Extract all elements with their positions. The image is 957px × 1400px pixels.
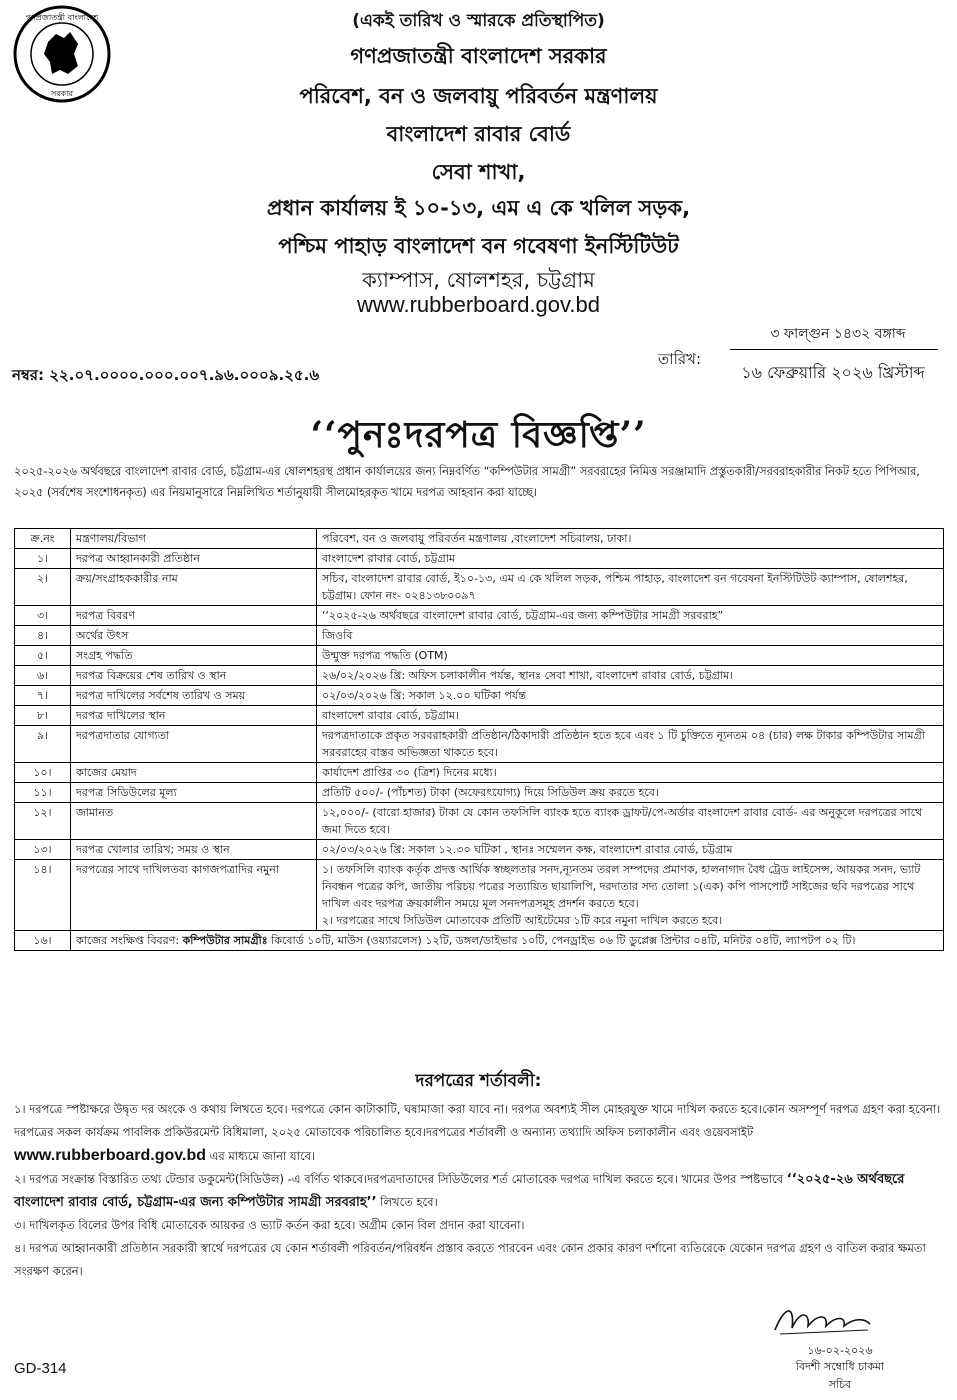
row-label: দরপত্র দাখিলের সর্বশেষ তারিখ ও সময় <box>71 686 317 706</box>
govt-name: গণপ্রজাতন্ত্রী বাংলাদেশ সরকার <box>350 44 607 68</box>
row-value: বাংলাদেশ রাবার বোর্ড, চট্টগ্রাম। <box>317 706 944 726</box>
row-value <box>71 931 944 951</box>
row-value <box>317 860 944 931</box>
conditions-list <box>14 1098 944 1283</box>
ministry-name: পরিবেশ, বন ও জলবায়ু পরিবর্তন মন্ত্রণালয় <box>299 84 658 108</box>
date-label: তারিখ: <box>658 350 702 368</box>
table-cell: মন্ত্রণালয়/বিভাগ <box>71 529 317 549</box>
row-label: অর্থের উৎস <box>71 626 317 646</box>
row-value-part-2: ২। দরপত্রের সাথে সিডিউল মোতাবেক প্রতিটি আইটেমের ১টি করে নমুনা দাখিল করতে হবে। <box>322 914 723 927</box>
row-no: ১। <box>15 549 71 569</box>
row-value: উন্মুক্ত দরপত্র পদ্ধতি (OTM) <box>317 646 944 666</box>
signature-icon <box>770 1300 880 1340</box>
website-link-2[interactable]: www.rubberboard.gov.bd <box>14 1147 206 1164</box>
row-label: দরপত্র বিক্রয়ের শেষ তারিখ ও স্থান <box>71 666 317 686</box>
row-no: ১৪। <box>15 860 71 931</box>
row-no: ৩। <box>15 606 71 626</box>
conditions-title: দরপত্রের শর্তাবলী: <box>415 1071 542 1091</box>
table-header-row <box>15 529 944 549</box>
condition-2-bold: ‘‘২০২৫-২৬ অর্থবছরে বাংলাদেশ রাবার বোর্ড, চট্টগ্রাম-এর জন্য কম্পিউটার সামগ্রী সরবরাহ’’ <box>14 1172 905 1210</box>
row-value: কার্যাদেশ প্রাপ্তির ৩০ (ত্রিশ) দিনের মধ্যে। <box>317 763 944 783</box>
table-row <box>15 666 944 686</box>
table-row <box>15 549 944 569</box>
table-row <box>15 626 944 646</box>
row-no: ৪। <box>15 626 71 646</box>
row-value-part-1: ১। তফসিলি ব্যাংক কর্তৃক প্রদত্ত আর্থিক স্বচ্ছলতার সনদ,ন্যূনতম তরল সম্পদের প্রমাণক, হালনাগাদ বৈধ ট্রেড লাইসেন্স, আয়কর সনদ, ভ্যাট নিবন্ধন পত্রের কপি, জাতীয় পরিচয় পত্রের সত্যায়িত ছায়ালিপি, দরদাতার সদ্য তোলা ১(এক) কপি পাসপোর্ট সাইজের ছবি দরপত্রের সাথে দাখিল এবং দরপত্র ক্রয়কালীন সময়ে মূল সনদপত্রসমূহ প্রদর্শন করতে হবে। <box>322 863 921 910</box>
row-value: সচিব, বাংলাদেশ রাবার বোর্ড, ই১০-১৩, এম এ কে খলিল সড়ক, পশ্চিম পাহাড়, বাংলাদেশ বন গবেষনা ইনস্টিটিউট ক্যাম্পাস, ষোলশহর, চট্টগ্রাম। ফোন নং- ০২৪১৩৮০০৯৭ <box>317 569 944 606</box>
row-label: দরপত্র খোলার তারিখ; সময় ও স্থান <box>71 840 317 860</box>
table-row <box>15 646 944 666</box>
row-no: ২। <box>15 569 71 606</box>
row-label: কাজের মেয়াদ <box>71 763 317 783</box>
condition-2-end: লিখতে হবে। <box>376 1195 438 1209</box>
row-label: দরপত্রদাতার যোগ্যতা <box>71 726 317 763</box>
date-english: ১৬ ফেব্রুয়ারি ২০২৬ খ্রিস্টাব্দ <box>741 363 925 382</box>
table-row <box>15 931 944 951</box>
condition-2 <box>14 1168 944 1214</box>
intro-paragraph: ২০২৫-২০২৬ অর্থবছরে বাংলাদেশ রাবার বোর্ড, চট্টগ্রাম-এর ষোলশহরস্থ প্রধান কার্যালয়ের জন্য নিম্নবর্ণিত “কম্পিউটার সামগ্রী” সরবরাহের নিমিত্ত সরঞ্জামাদি প্রস্তুতকারী/সরবরাহকারীর নিকট হতে পিপিআর, ২০২৫ (সর্বশেষ সংশোধনকৃত) এর নিয়মানুসারে নিম্নলিখিত শর্তানুযায়ী সীলমোহরকৃত খামে দরপত্র আহবান করা যাচ্ছে। <box>14 465 920 499</box>
row-no: ৯। <box>15 726 71 763</box>
row-value: জিওবি <box>317 626 944 646</box>
table-row <box>15 686 944 706</box>
board-name: বাংলাদেশ রাবার বোর্ড <box>386 122 571 146</box>
website-link[interactable]: www.rubberboard.gov.bd <box>357 292 600 317</box>
replacement-note: (একই তারিখ ও স্মারকে প্রতিস্থাপিত) <box>352 11 605 31</box>
table-row <box>15 726 944 763</box>
footer-code: GD-314 <box>14 1360 67 1377</box>
row-value: ১২,০০০/- (বারো হাজার) টাকা যে কোন তফসিলি ব্যাংক হতে ব্যাংক ড্রাফট/পে-অর্ডার বাংলাদেশ রাবার বোর্ড- এর অনুকূলে দরপত্রের সাথে জমা দিতে হবে। <box>317 803 944 840</box>
summary-prefix: কাজের সংক্ষিপ্ত বিবরণ: <box>76 934 183 947</box>
row-no: ৭। <box>15 686 71 706</box>
row-no: ৫। <box>15 646 71 666</box>
table-cell: ক্র.নং <box>15 529 71 549</box>
table-row <box>15 569 944 606</box>
summary-bold: কম্পিউটার সামগ্রীঃ <box>182 934 268 947</box>
row-no: ৬। <box>15 666 71 686</box>
signatory-designation: সচিব <box>828 1378 852 1391</box>
address-line-2: পশ্চিম পাহাড় বাংলাদেশ বন গবেষণা ইনস্টিটিউট <box>278 234 679 258</box>
table-row <box>15 803 944 840</box>
row-value: বাংলাদেশ রাবার বোর্ড, চট্টগ্রাম <box>317 549 944 569</box>
row-value: ০২/০৩/২০২৬ খ্রি: সকাল ১২.০০ ঘটিকা পর্যন্ত <box>317 686 944 706</box>
condition-3: ৩। দাখিলকৃত বিলের উপর বিধি মোতাবেক আয়কর ও ভ্যাট কর্তন করা হবে। অগ্রীম কোন বিল প্রদান করা যাবেনা। <box>14 1218 525 1232</box>
notice-title: ‘‘পুনঃদরপত্র বিজ্ঞপ্তি’’ <box>310 414 647 456</box>
table-row <box>15 840 944 860</box>
row-no: ৮। <box>15 706 71 726</box>
signatory-name: বিদশী সম্বোধি চাকমা <box>795 1360 885 1373</box>
address-line-1: প্রধান কার্যালয় ই ১০-১৩, এম এ কে খলিল সড়ক, <box>266 196 691 220</box>
row-label: দরপত্র আহ্বানকারী প্রতিষ্ঠান <box>71 549 317 569</box>
row-label: দরপত্র সিডিউলের মূল্য <box>71 783 317 803</box>
row-label: ক্রয়/সংগ্রাহককারীর নাম <box>71 569 317 606</box>
row-label: সংগ্রহ পদ্ধতি <box>71 646 317 666</box>
row-no: ১৩। <box>15 840 71 860</box>
date-divider <box>730 349 938 350</box>
condition-2-text: ২। দরপত্র সংক্রান্ত বিস্তারিত তথ্য টেন্ডার ডকুমেন্ট(সিডিউল) -এ বর্ণিত থাকবে।দরপত্রদাতাদের সিডিউলের শর্ত মোতাবেক দরপত্র দাখিল করতে হবে। খামের উপর স্পষ্টভাবে <box>14 1172 787 1186</box>
seal-top-text: গণপ্রজাতন্ত্রী বাংলাদেশ <box>25 13 99 22</box>
summary-rest: কিবোর্ড ১০টি, মাউস (ওয়্যারলেস) ১২টি, ডঙ্গল/ডাইভার ১০টি, পেনড্রাইভ ০৬ টি ডুপ্লেক্স প্রিন্টার ০৪টি, মনিটর ০৪টি, ল্যাপটপ ০২ টি। <box>267 934 856 947</box>
row-value: ০২/০৩/২০২৬ খ্রি: সকাল ১২.৩০ ঘটিকা , স্থানঃ সম্মেলন কক্ষ, বাংলাদেশ রাবার বোর্ড, চট্টগ্রাম <box>317 840 944 860</box>
row-no: ১১। <box>15 783 71 803</box>
row-no: ১০। <box>15 763 71 783</box>
condition-1-end: এর মাধ্যমে জানা যাবে। <box>206 1149 316 1163</box>
table-row <box>15 606 944 626</box>
condition-1-text: ১। দরপত্রে স্পষ্টাক্ষরে উদ্বৃত দর অংকে ও কথায় লিখতে হবে। দরপত্রে কোন কাটাকাটি, ঘষামাজা করা যাবে না। দরপত্র অবশ্যই সীল মোহরযুক্ত খামে দাখিল করতে হবে।কোন অসম্পূর্ণ দরপত্র গ্রহণ করা হবেনা। দরপত্রের সকল কার্যক্রম পাবলিক প্রকিউরমেন্ট বিধিমালা, ২০২৫ মোতাবেক পরিচালিত হবে।দরপত্রের শর্তাবলী ও অন্যান্য তথ্যাদি অফিস চলাকালীন এবং ওয়েবসাইট <box>14 1102 941 1139</box>
branch-name: সেবা শাখা, <box>431 160 526 184</box>
row-no: ১২। <box>15 803 71 840</box>
table-row <box>15 763 944 783</box>
condition-1 <box>14 1098 944 1168</box>
row-label: দরপত্র দাখিলের স্থান <box>71 706 317 726</box>
date-bangla: ৩ ফাল্গুন ১৪৩২ বঙ্গাব্দ <box>770 326 906 342</box>
row-value: দরপত্রদাতাকে প্রকৃত সরবরাহকারী প্রতিষ্ঠান/ঠিকাদারী প্রতিষ্ঠান হতে হবে এবং ১ টি চুক্তিতে ন্যূনতম ০৪ (চার) লক্ষ টাকার কম্পিউটার সামগ্রী সরবরাহের বাস্তব অভিজ্ঞতা থাকতে হবে। <box>317 726 944 763</box>
signature-date: ১৬-০২-২০২৬ <box>807 1344 873 1357</box>
table-cell: পরিবেশ, বন ও জলবায়ু পরিবর্তন মন্ত্রণালয় ,বাংলাদেশ সচিবালয়, ঢাকা। <box>317 529 944 549</box>
row-label: দরপত্রের সাথে দাখিলতব্য কাগজপত্রাদির নমুনা <box>71 860 317 931</box>
address-line-3: ক্যাম্পাস, ষোলশহর, চট্টগ্রাম <box>362 268 595 292</box>
row-value: প্রতিটি ৫০০/- (পাঁচশত) টাকা (অফেরৎযোগ্য) দিয়ে সিডিউল ক্রয় করতে হবে। <box>317 783 944 803</box>
row-value: ২৬/০২/২০২৬ খ্রি: অফিস চলাকালীন পর্যন্ত, স্থানঃ সেবা শাখা, বাংলাদেশ রাবার বোর্ড, চট্টগ্রাম। <box>317 666 944 686</box>
table-row <box>15 783 944 803</box>
memo-number: নম্বর: ২২.০৭.০০০০.০০০.০০৭.৯৬.০০০৯.২৫.৬ <box>12 366 320 384</box>
condition-4: ৪। দরপত্র আহ্বানকারী প্রতিষ্ঠান সরকারী স্বার্থে দরপত্রের যে কোন শর্তাবলী পরিবর্তন/পরিবর্ধন প্রস্তাব করতে পারবেন এবং কোন প্রকার কারণ দর্শানো ব্যতিরেকে যেকোন দরপত্র গ্রহণ ও বাতিল করার ক্ষমতা সংরক্ষণ করেন। <box>14 1241 926 1278</box>
row-label: দরপত্র বিবরণ <box>71 606 317 626</box>
table-row <box>15 860 944 931</box>
row-value: ‘‘২০২৫-২৬ অর্থবছরে বাংলাদেশ রাবার বোর্ড, চট্টগ্রাম-এর জন্য কম্পিউটার সামগ্রী সরবরাহ” <box>317 606 944 626</box>
row-label: জামানত <box>71 803 317 840</box>
seal-bottom-text: সরকার <box>50 89 74 98</box>
table-row <box>15 706 944 726</box>
tender-table <box>14 528 944 951</box>
row-no: ১৬। <box>15 931 71 951</box>
